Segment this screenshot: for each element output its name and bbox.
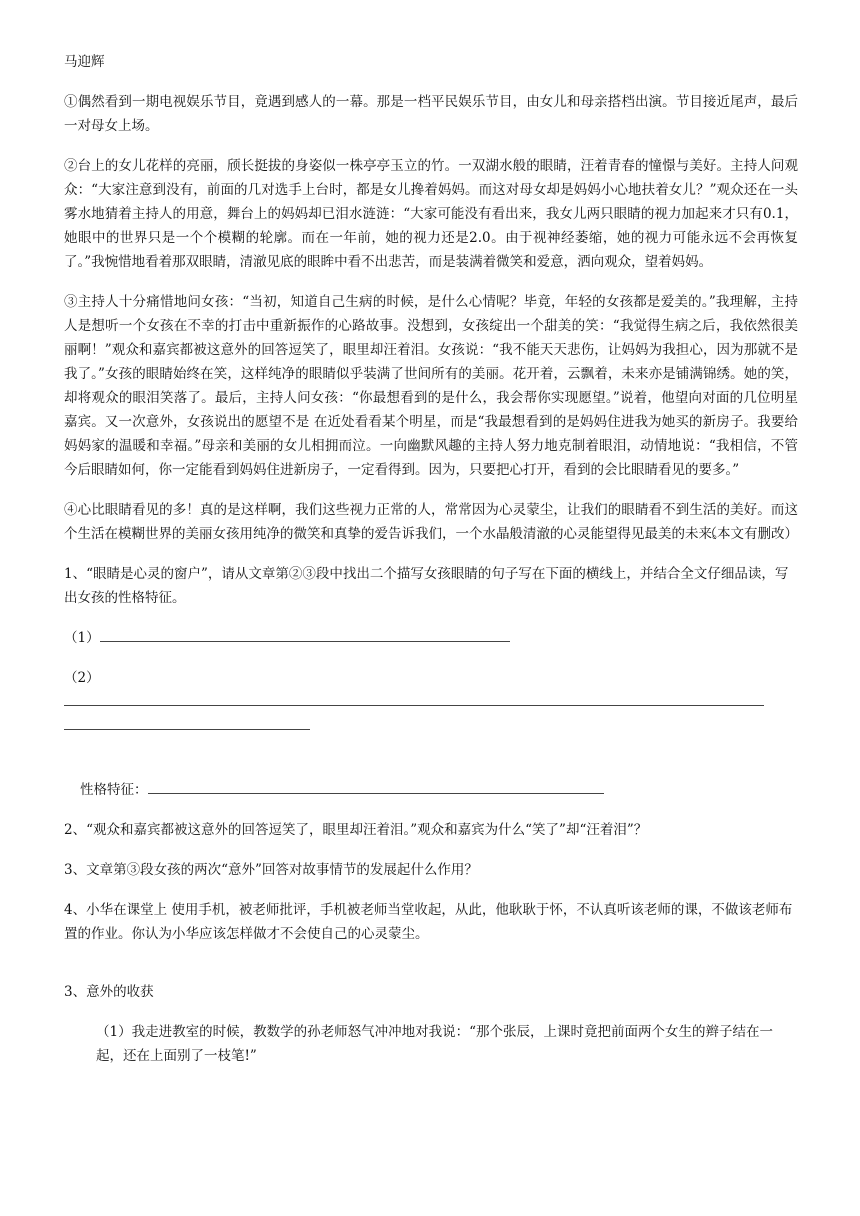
source-note: （本文有删改） bbox=[703, 526, 798, 542]
paragraph-2: ②台上的女儿花样的亮丽，颀长挺拔的身姿似一株亭亭玉立的竹。一双湖水般的眼睛，汪着青春的憧憬与美好。主持人问观众：“大家注意到没有，前面的几对选手上台时，都是女儿搀着妈妈。而这对母女却是妈妈小心地扶着女儿？”观众还在一头雾水地猜着主持人的用意，舞台上的妈妈却已泪水涟涟：“大家可能没有看出来，我女儿两只眼睛的视力加起来才只有0.1，她眼中的世界只是一个个模糊的轮廓。而在一年前，她的视力还是2.0。由于视神经萎缩，她的视力可能永远不会再恢复了。”我惋惜地看着那双眼睛，清澈见底的眼眸中看不出悲苦，而是装满着微笑和爱意，洒向观众，望着妈妈。 bbox=[64, 158, 798, 270]
answer-blank-1[interactable] bbox=[100, 627, 510, 642]
author-name: 马迎辉 bbox=[64, 54, 105, 70]
section-title: 3、意外的收获 bbox=[64, 984, 154, 1000]
answer-row-1 bbox=[64, 626, 798, 650]
section-paragraph-1: （1）我走进教室的时候，教数学的孙老师怒气冲冲地对我说：“那个张辰，上课时竟把前面两个女生的辫子结在一起，还在上面别了一枝笔!” bbox=[96, 1024, 773, 1064]
answer-row-2 bbox=[64, 666, 798, 738]
question-2: 2、“观众和嘉宾都被这意外的回答逗笑了，眼里却汪着泪。”观众和嘉宾为什么“笑了”却“汪着泪”？ bbox=[64, 822, 648, 838]
paragraph-4: ④心比眼睛看见的多！真的是这样啊，我们这些视力正常的人，常常因为心灵蒙尘，让我们的眼睛看不到生活的美好。而这 个生活在模糊世界的美丽女孩用纯净的微笑和真挚的爱告诉我们，一个水晶般清澈的心灵能望得见最美的未来。 bbox=[64, 502, 798, 542]
trait-blank[interactable] bbox=[148, 779, 604, 794]
question-3: 3、文章第③段女孩的两次“意外”回答对故事情节的发展起什么作用？ bbox=[64, 862, 478, 878]
document-page bbox=[64, 50, 798, 1084]
answer-label-1: （1） bbox=[64, 630, 100, 646]
question-1: 1、“眼睛是心灵的窗户”，请从文章第②③段中找出二个描写女孩眼睛的句子写在下面的横线上，并结合全文仔细品读，写出女孩的性格特征。 bbox=[64, 566, 789, 606]
answer-blank-2[interactable] bbox=[64, 691, 764, 706]
answer-label-2: （2） bbox=[64, 670, 100, 686]
question-4: 4、小华在课堂上 使用手机，被老师批评，手机被老师当堂收起，从此，他耿耿于怀，不认真听该老师的课，不做该老师布置的作业。你认为小华应该怎样做才不会使自己的心灵蒙尘。 bbox=[64, 902, 793, 942]
paragraph-1: ①偶然看到一期电视娱乐节目，竟遇到感人的一幕。那是一档平民娱乐节目，由女儿和母亲搭档出演。节目接近尾声，最后一对母女上场。 bbox=[64, 94, 798, 134]
trait-row bbox=[64, 778, 798, 802]
answer-blank-2-continued[interactable] bbox=[64, 715, 310, 730]
trait-label: 性格特征： bbox=[80, 782, 148, 798]
paragraph-3: ③主持人十分痛惜地问女孩：“当初，知道自己生病的时候，是什么心情呢？毕竟，年轻的女孩都是爱美的。”我理解，主持人是想听一个女孩在不幸的打击中重新振作的心路故事。没想到，女孩绽出一个甜美的笑：“我觉得生病之后，我依然很美丽啊！”观众和嘉宾都被这意外的回答逗笑了，眼里却汪着泪。女孩说：“我不能天天悲伤，让妈妈为我担心，因为那就不是我了。”女孩的眼睛始终在笑，这样纯净的眼睛似乎装满了世间所有的美丽。花开着，云飘着，未来亦是铺满锦绣。她的笑，却将观众的眼泪笑落了。最后，主持人问女孩：“你最想看到的是什么，我会帮你实现愿望。”说着，他望向对面的几位明星嘉宾。又一次意外，女孩说出的愿望不是 在近处看看某个明星，而是“我最想看到的是妈妈住进我为她买的新房子。我要给妈妈家的温暖和幸福。”母亲和美丽的女儿相拥而泣。一向幽默风趣的主持人努力地克制着眼泪，动情地说：“我相信，不管今后眼睛如何，你一定能看到妈妈住进新房子，一定看得到。因为，只要把心打开，看到的会比眼睛看见的要多。” bbox=[64, 294, 798, 478]
